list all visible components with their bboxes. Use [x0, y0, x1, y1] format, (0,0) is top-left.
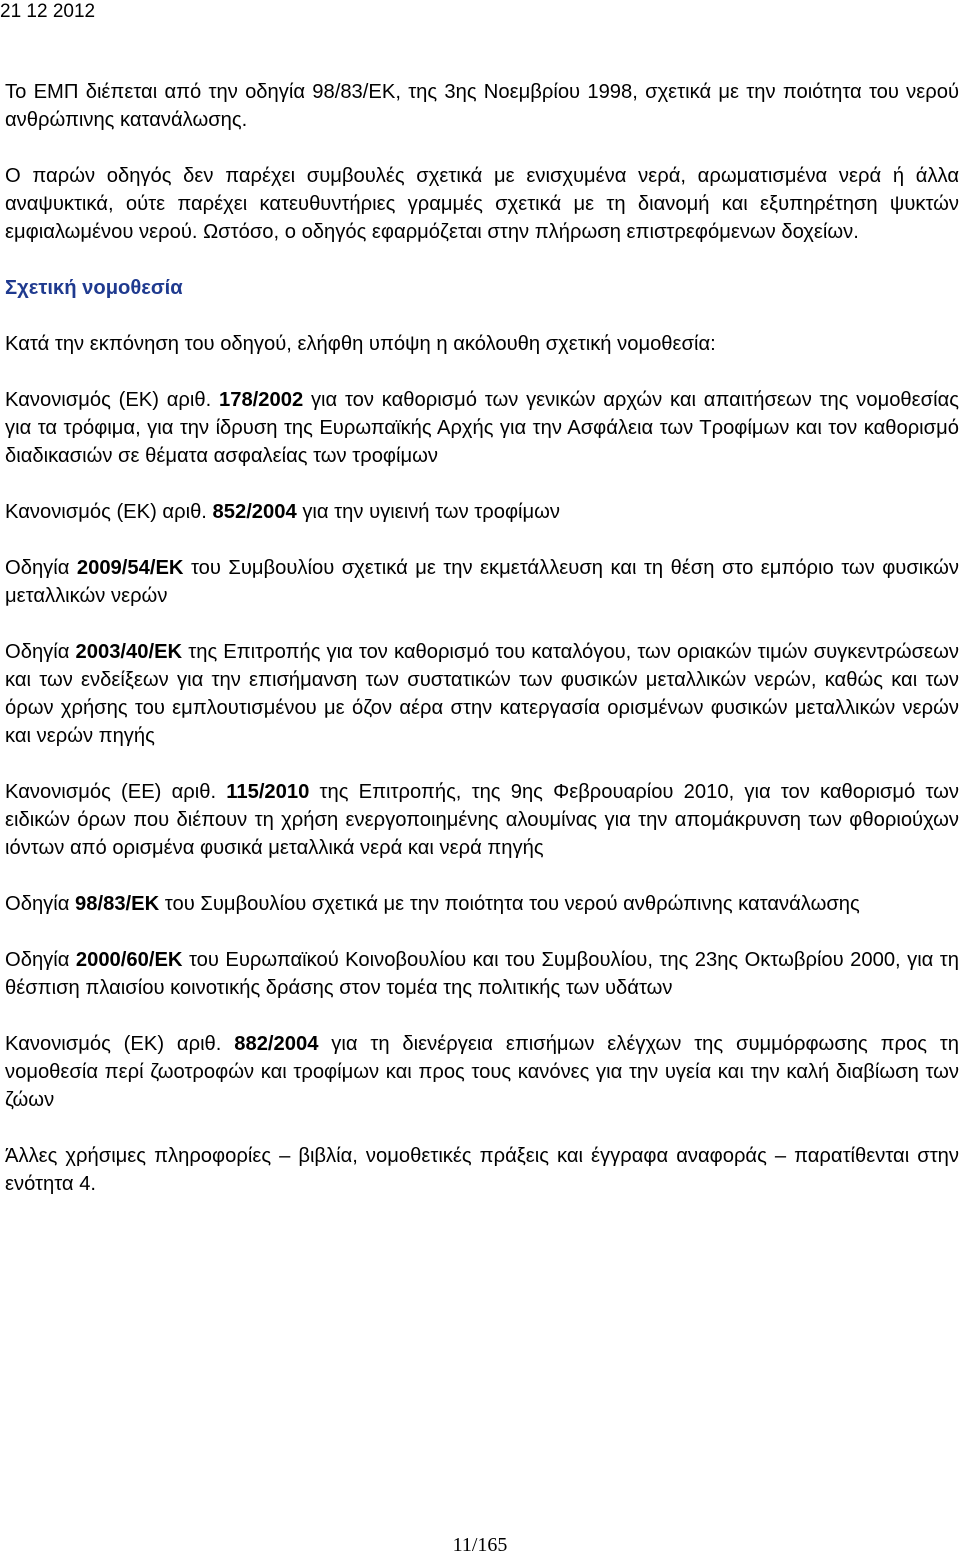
legislation-ref: 852/2004 — [212, 501, 297, 523]
legislation-ref: 98/83/ΕΚ — [75, 893, 160, 915]
legislation-item: Κανονισμός (ΕΕ) αριθ. 115/2010 της Επιτροπής, της 9ης Φεβρουαρίου 2010, για τον καθορισμό των ειδικών όρων που διέπουν τη χρήση ενεργοποιημένης αλουμίνας για την απομάκρυνση των φθοριούχων ιόντων από ορισμένα φυσικά μεταλλικά νερά και νερά πηγής — [5, 781, 959, 859]
legislation-ref: 2000/60/ΕΚ — [75, 949, 183, 971]
legislation-ref: 882/2004 — [234, 1033, 319, 1055]
legislation-item: Κανονισμός (ΕΚ) αριθ. 882/2004 για τη διενέργεια επισήμων ελέγχων της συμμόρφωσης προς τη νομοθεσία περί ζωοτροφών και τροφίμων και προς τους κανόνες για την υγεία και την καλή διαβίωση των ζώων — [5, 1033, 959, 1111]
intro-paragraph-2: Ο παρών οδηγός δεν παρέχει συμβουλές σχετικά με ενισχυμένα νερά, αρωματισμένα νερά ή άλλα αναψυκτικά, ούτε παρέχει κατευθυντήριες γραμμές σχετικά με τη διανομή και εξυπηρέτηση ψυκτών εμφιαλωμένου νερού. Ωστόσο, ο οδηγός εφαρμόζεται στην πλήρωση επιστρεφόμενων δοχείων. — [5, 165, 959, 243]
legislation-item: Κανονισμός (ΕΚ) αριθ. 852/2004 για την υγιεινή των τροφίμων — [5, 501, 561, 523]
legislation-ref: 115/2010 — [226, 781, 310, 803]
legislation-item: Οδηγία 98/83/ΕΚ του Συμβουλίου σχετικά με την ποιότητα του νερού ανθρώπινης κατανάλωσης — [5, 893, 860, 915]
document-body — [5, 78, 959, 1198]
legislation-item: Κανονισμός (ΕΚ) αριθ. 178/2002 για τον καθορισμό των γενικών αρχών και απαιτήσεων της νομοθεσίας για τα τρόφιμα, για την ίδρυση της Ευρωπαϊκής Αρχής για την Ασφάλεια των Τροφίμων και τον καθορισμό διαδικασιών σε θέματα ασφαλείας των τροφίμων — [5, 389, 959, 467]
section-lead: Κατά την εκπόνηση του οδηγού, ελήφθη υπόψη η ακόλουθη σχετική νομοθεσία: — [5, 333, 716, 355]
section-heading: Σχετική νομοθεσία — [5, 277, 183, 299]
legislation-ref: 178/2002 — [218, 389, 304, 411]
page-number: 11/165 — [452, 1534, 508, 1556]
intro-paragraph-1: Το ΕΜΠ διέπεται από την οδηγία 98/83/ΕΚ, της 3ης Νοεμβρίου 1998, σχετικά με την ποιότητα του νερού ανθρώπινης κατανάλωσης. — [5, 81, 959, 131]
legislation-ref: 2009/54/ΕΚ — [76, 557, 184, 579]
legislation-item: Οδηγία 2003/40/ΕΚ της Επιτροπής για τον καθορισμό του καταλόγου, των οριακών τιμών συγκεντρώσεων και των ενδείξεων για την επισήμανση των συστατικών των φυσικών μεταλλικών νερών, καθώς και των όρων χρήσης του εμπλουτισμένου με όζον αέρα στην κατεργασία ορισμένων φυσικών μεταλλικών νερών και νερών πηγής — [5, 641, 959, 747]
header-date: 21 12 2012 — [0, 1, 96, 22]
legislation-item: Οδηγία 2009/54/ΕΚ του Συμβουλίου σχετικά με την εκμετάλλευση και τη θέση στο εμπόριο των φυσικών μεταλλικών νερών — [5, 557, 959, 607]
closing-paragraph: Άλλες χρήσιμες πληροφορίες – βιβλία, νομοθετικές πράξεις και έγγραφα αναφοράς – παρατίθενται στην ενότητα 4. — [5, 1145, 959, 1195]
legislation-item: Οδηγία 2000/60/ΕΚ του Ευρωπαϊκού Κοινοβουλίου και του Συμβουλίου, της 23ης Οκτωβρίου 2000, για τη θέσπιση πλαισίου κοινοτικής δράσης στον τομέα της πολιτικής των υδάτων — [5, 949, 960, 999]
legislation-ref: 2003/40/ΕΚ — [75, 641, 183, 663]
